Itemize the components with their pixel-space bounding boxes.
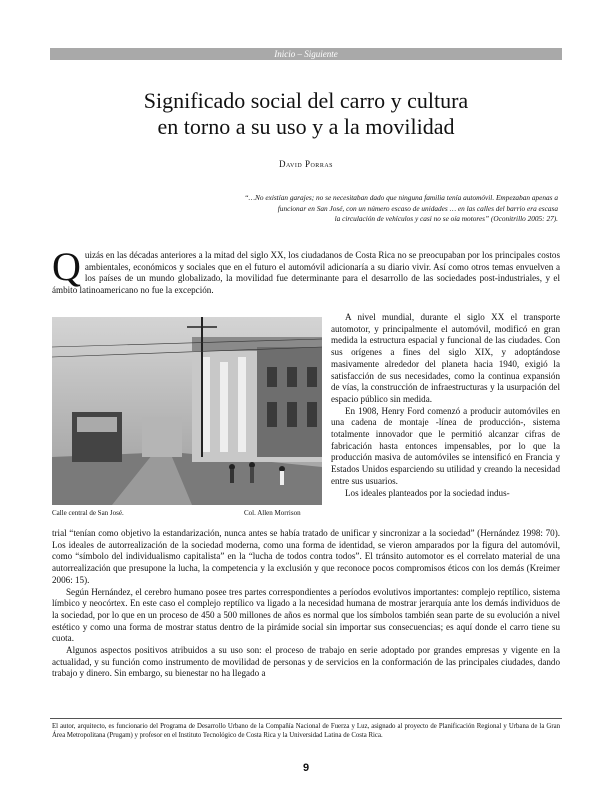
paragraph-3-start-text: Los ideales planteados por la sociedad indus- (345, 487, 510, 498)
street-photo-illustration (52, 317, 322, 505)
street-photo (52, 317, 322, 505)
photo-credit: Col. Allen Morrison (244, 509, 301, 517)
nav-siguiente-link[interactable]: Siguiente (304, 49, 338, 59)
epigraph-line-2: funcionar en San José, con un número escaso de unidades … en las calles del barrio era escasa (277, 203, 558, 213)
intro-text: uizás en las décadas anteriores a la mitad del siglo XX, los ciudadanos de Costa Rica no se preocupaban por los principales costos ambientales, económicos y sociales que en el futuro el automóvil adicionaría a su diario vivir. Así como otros temas envuelven a los países de un mundo globalizado, la movilidad fue determinante para el desarrollo de las sociedades post-industriales, y el ámbito latinoamericano no fue la excepción. (52, 250, 560, 296)
footnote: El autor, arquitecto, es funcionario del Programa de Desarrollo Urbano de la Compañía Nacional de Fuerza y Luz, asignado al proyecto de Planificación Regional y Urbana de la Gran Área Metropolitana (Prugam) y profesor en el Instituto Tecnológico de Costa Rica y la Universidad Latina de Costa Rica. (52, 723, 560, 740)
paragraph-2 (331, 406, 560, 488)
article-title (60, 88, 552, 140)
paragraph-1-text: A nivel mundial, durante el siglo XX el transporte automotor, y principalmente el automóvil, modificó en gran medida la estructura espacial y funcional de las ciudades. Con sus orígenes a fines del siglo XIX, y adoptándose masivamente alrededor del planeta hacia 1940, exigió la satisfacción de sus necesidades, como la continua expansión de vías, la construcción de infraestructuras y la usurpación del espacio público sin medida. (331, 312, 560, 404)
footnote-divider (50, 718, 562, 719)
paragraph-3-start (331, 488, 560, 500)
author-name: David Porras (279, 159, 333, 169)
nav-bar (50, 48, 562, 60)
nav-inicio-link[interactable]: Inicio (274, 49, 296, 59)
paragraph-1 (331, 312, 560, 406)
paragraph-2-text: En 1908, Henry Ford comenzó a producir automóviles en una cadena de montaje -línea de producción-, sistema totalmente innovador que le permitió alcanzar cifras de fabricación hasta entonces impensables, por lo que la producción masiva de automóviles se intensificó en Francia y Estados Unidos esparciendo su utilidad y creando la necesidad entre sus usuarios. (331, 405, 560, 486)
epigraph-line-3: la circulación de vehículos y casi no se oía motores” (Oconitrillo 2005: 27). (334, 214, 558, 224)
epigraph-line-1: “…No existían garajes; no se necesitaban dado que ninguna familia tenía automóvil. Empezaban apenas a (244, 193, 558, 202)
paragraph-4-text: Según Hernández, el cerebro humano posee tres partes correspondientes a períodos evolutivos importantes: complejo reptílico, sistema límbico y neocórtex. En este caso el complejo reptílico va ligado a la necesidad humana de mostrar jerarquía ante los demás individuos de la sociedad, por lo que en un proceso de 450 a 500 millones de años es normal que los símbolos también sean parte de su evolución a nivel estético y como una forma de mostrar status dentro de la pirámide social sin importar sus consecuencias; es aquí donde el carro tiene su cuota. (52, 586, 560, 644)
intro-paragraph (52, 244, 560, 297)
photo-caption: Calle central de San José. (52, 509, 124, 517)
paragraph-5-text: Algunos aspectos positivos atribuidos a su uso son: el proceso de trabajo en serie adoptado por grandes empresas y vigente en la actualidad, y su función como instrumento de movilidad de personas y de servicios en la conformación de las principales ciudades, dando trabajo y dinero. Sin embargo, su bienestar no ha llegado a (52, 645, 560, 679)
nav-separator: – (295, 49, 305, 59)
title-line-2: en torno a su uso y a la movilidad (157, 114, 455, 139)
epigraph (190, 193, 558, 225)
paragraph-3-continued: trial “tenían como objetivo la estandarización, nunca antes se había tratado de unificar y sincronizar a la sociedad” (Hernández 1998: 70). Los ideales de autorrealización de la sociedad moderna, como una forma de identidad, se vieron amparados por la figura del automóvil, como “símbolo del individualismo capitalista” en la “lucha de todos contra todos”. El tránsito automotor es el correlato material de una autorrealización que presupone la lucha, la competencia y la exclusión y que reconoce pocos compromisos éticos con los demás (Kreimer 2006: 15). (52, 528, 560, 585)
paragraph-4 (52, 587, 560, 646)
right-column (331, 312, 560, 499)
page-number: 9 (302, 762, 310, 774)
full-width-body (52, 528, 560, 680)
paragraph-5 (52, 645, 560, 680)
title-line-1: Significado social del carro y cultura (143, 88, 469, 113)
drop-cap: Q (52, 244, 81, 289)
